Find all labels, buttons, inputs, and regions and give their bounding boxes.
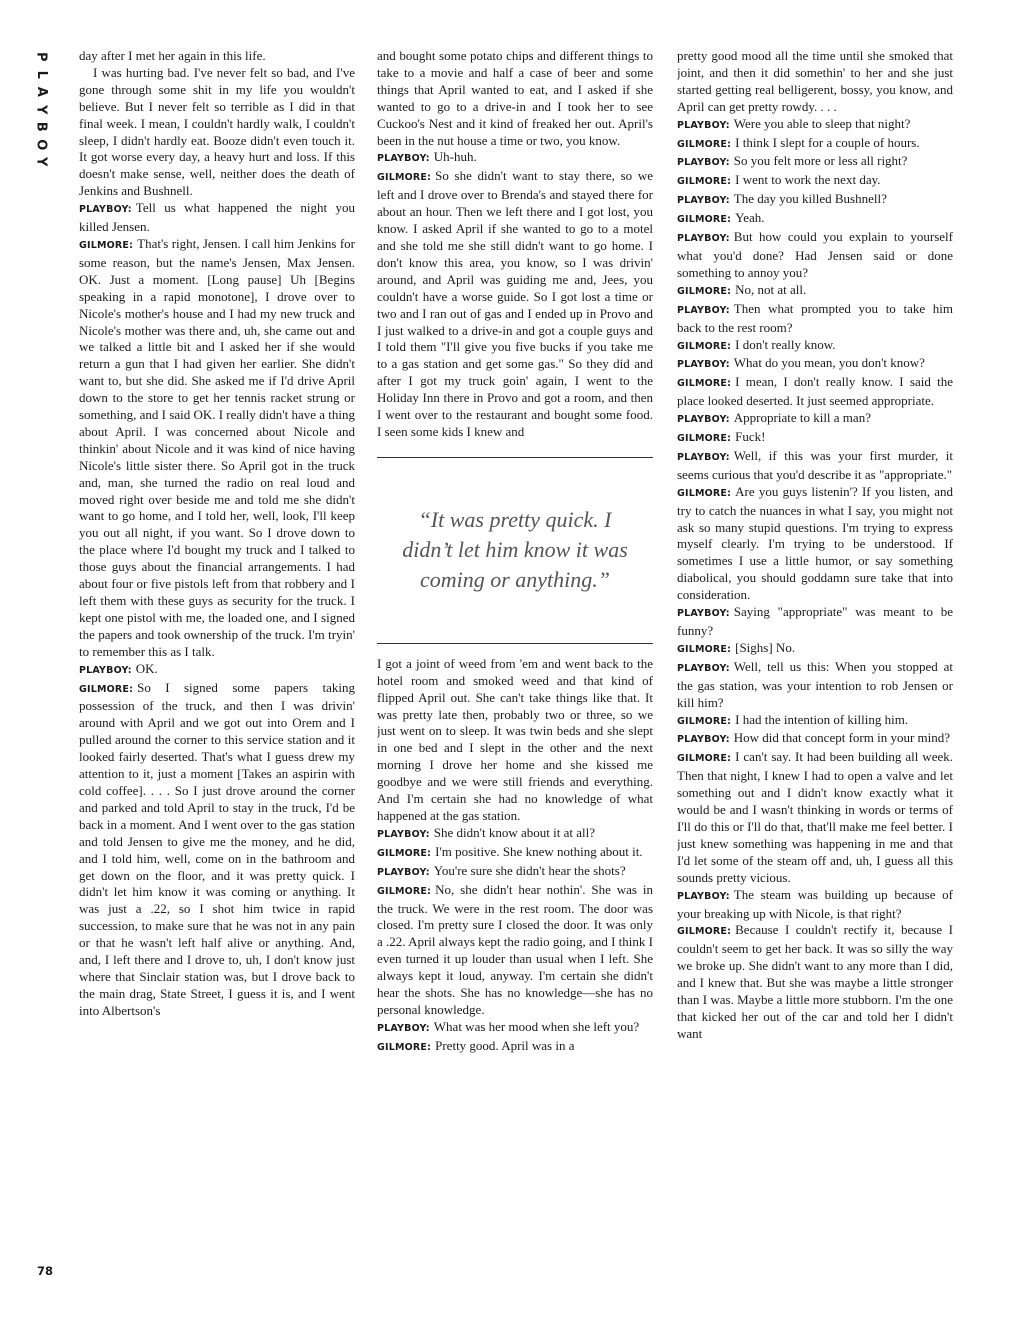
speaker-label: GILMORE: (677, 138, 732, 150)
interview-exchange (677, 337, 953, 356)
pull-quote: “It was pretty quick. I didn’t let him know it was coming or anything.” (402, 507, 628, 593)
interview-exchange (677, 484, 953, 604)
interview-exchange (79, 680, 355, 1020)
interview-exchange (677, 887, 953, 923)
speaker-label: GILMORE: (677, 643, 732, 655)
paragraph-text: pretty good mood all the time until she smoked that joint, and then it did somethin' to her and she just started getting real belligerent, bossy, you know, and April can get pretty rowdy. . . . (677, 48, 953, 114)
paragraph-text: Are you guys listenin'? If you listen, and try to catch the nuances in what I say, you might not ask so many stupid questions. I'm trying to express myself clearly. I'm trying to be understood. If sometimes I use a little humor, or say something diabolical, you should goddamn sure take that into consideration. (677, 483, 953, 603)
paragraph-text: Well, if this was your first murder, it seems curious that you'd describe it as "appropriate." (677, 447, 953, 482)
speaker-label: GILMORE: (677, 926, 732, 938)
paragraph-text: Were you able to sleep that night? (733, 115, 911, 131)
interview-exchange (677, 922, 953, 1042)
speaker-label: GILMORE: (79, 683, 134, 695)
interview-exchange (377, 1038, 653, 1057)
paragraph-text: She didn't know about it at all? (433, 824, 595, 840)
speaker-label: PLAYBOY: (677, 233, 730, 245)
paragraph (79, 65, 355, 200)
paragraph-text: The day you killed Bushnell? (733, 191, 887, 207)
paragraph-text: No, not at all. (735, 281, 807, 297)
paragraph-text: That's right, Jensen. I call him Jenkins for some reason, but the name's Jensen, Max Jensen. OK. Just a moment. [Long pause] Uh [Begins speaking in a rapid monotone], I drove over to Nicole's mother's house and I had my new truck and Nicole's mother was there and, uh, she came out and we talked a little bit and I asked her if she would return a gun that I had given her earlier. She didn't want to, but she did. She asked me if I'd drive April down to the store to get her tennis racket strung or something, and I said OK. I really didn't have a thing about April. I was concerned about Nicole and thinkin' about Nicole and it was kind of nice having Nicole's little sister there. So April got in the truck and, man, she turned the radio on real loud and moved right over beside me and told me she didn't want to go home, and I told her, well, look, I'll keep you out all night, if you want. So I drove down to the place where I'd bought my truck and I talked to those guys about the financial arrangements. I had about four or five pistols left from that robbery and I left them with these guys as security for the truck. I kept one pistol with me, the loaded one, and I signed the papers and took ownership of the truck. I'm tryin' to remember this as I talk. (79, 235, 355, 659)
speaker-label: GILMORE: (677, 285, 732, 297)
paragraph (79, 48, 355, 65)
paragraph-text: Then what prompted you to take him back to the rest room? (677, 300, 953, 335)
paragraph-text: I had the intention of killing him. (735, 711, 909, 727)
interview-exchange (79, 200, 355, 236)
paragraph-text: Saying "appropriate" was meant to be funny? (677, 604, 953, 638)
paragraph-text: Because I couldn't rectify it, because I couldn't seem to get her back. It was so silly the way we broke up. She didn't want to any more than I did, and I knew that. But she was maybe a little stronger than I was. Maybe a little more stubborn. I'm the one that kicked her out of the car and told her I didn't want (677, 922, 953, 1041)
speaker-label: PLAYBOY: (677, 414, 730, 426)
paragraph-text: I went to work the next day. (735, 172, 881, 188)
speaker-label: PLAYBOY: (677, 662, 730, 674)
masthead-letter: Y (33, 157, 49, 167)
paragraph-text: Tell us what happened the night you killed Jensen. (79, 200, 355, 235)
page-number: 78 (37, 1264, 54, 1278)
text-column-2 (377, 48, 653, 1288)
speaker-label: PLAYBOY: (677, 359, 730, 371)
interview-exchange (377, 863, 653, 882)
interview-exchange (677, 374, 953, 410)
column-2-top (377, 48, 653, 441)
paragraph (377, 48, 653, 149)
interview-exchange (377, 168, 653, 441)
paragraph-text: and bought some potato chips and different things to take to a movie and half a case of beer and some things that April wanted to eat, and I asked if she wanted to go to a drive-in and I took her to see Cuckoo's Nest and it kind of freaked her out. April's been in the nut house a time or two, you know. (377, 48, 653, 148)
paragraph-text: I think I slept for a couple of hours. (735, 134, 920, 150)
masthead-letter: B (33, 121, 49, 132)
speaker-label: GILMORE: (677, 433, 732, 445)
paragraph-text: Well, tell us this: When you stopped at the gas station, was your intention to rob Jensen or kill him? (677, 658, 953, 710)
speaker-label: PLAYBOY: (677, 195, 730, 207)
speaker-label: GILMORE: (677, 753, 732, 765)
text-column-3 (677, 48, 953, 1288)
interview-exchange (377, 844, 653, 863)
text-column-1 (79, 48, 355, 1288)
paragraph-text: You're sure she didn't hear the shots? (433, 862, 626, 878)
paragraph-text: What was her mood when she left you? (433, 1018, 640, 1034)
paragraph-text: The steam was building up because of your breaking up with Nicole, is that right? (677, 886, 953, 921)
pull-quote-box (377, 457, 653, 644)
masthead-letter: Y (33, 104, 49, 114)
speaker-label: PLAYBOY: (377, 866, 430, 878)
paragraph-text: [Sighs] No. (735, 639, 796, 655)
speaker-label: GILMORE: (677, 176, 732, 188)
interview-exchange (377, 882, 653, 1019)
speaker-label: PLAYBOY: (79, 664, 132, 676)
interview-exchange (677, 135, 953, 154)
paragraph-text: Fuck! (735, 429, 766, 445)
interview-exchange (677, 659, 953, 712)
paragraph-text: OK. (135, 660, 158, 676)
speaker-label: PLAYBOY: (377, 828, 430, 840)
interview-exchange (677, 429, 953, 448)
speaker-label: GILMORE: (79, 239, 134, 251)
interview-exchange (677, 749, 953, 886)
paragraph-text: day after I met her again in this life. (79, 48, 266, 63)
paragraph-text: So she didn't want to stay there, so we left and I drove over to Brenda's and stayed there for about an hour. Then we left there and I got lost, you know. I asked April if she wanted to go to a motel and she told me she still didn't want to go home. I don't know this area, you know, so I was drivin' around, and April was guiding me and, Jees, you couldn't have a worse guide. So I got lost a time or two and I ran out of gas and I ended up in Provo and I just walked to a drive-in and got a couple guys and I told them "I'll give you five bucks if you take me to a gas station and get some gas." So they did and after I got my truck goin' again, I went to the Holiday Inn there in Provo and got a room, and then I went over to the restaurant and bought some food. I seen some kids I knew and (377, 168, 653, 439)
interview-exchange (677, 730, 953, 749)
masthead-letter: A (33, 86, 49, 97)
speaker-label: PLAYBOY: (79, 204, 132, 216)
interview-exchange (677, 191, 953, 210)
speaker-label: GILMORE: (377, 1041, 432, 1053)
speaker-label: PLAYBOY: (677, 119, 730, 131)
interview-exchange (79, 661, 355, 680)
interview-exchange (377, 825, 653, 844)
paragraph-text: How did that concept form in your mind? (733, 730, 951, 746)
speaker-label: GILMORE: (377, 885, 432, 897)
speaker-label: GILMORE: (677, 340, 732, 352)
speaker-label: GILMORE: (677, 214, 732, 226)
masthead-letter: O (33, 138, 49, 150)
interview-exchange (677, 410, 953, 429)
paragraph (377, 656, 653, 825)
interview-exchange (377, 149, 653, 168)
interview-exchange (677, 282, 953, 301)
interview-exchange (79, 236, 355, 661)
interview-exchange (677, 712, 953, 731)
interview-exchange (677, 604, 953, 640)
paragraph-text: Appropriate to kill a man? (733, 410, 871, 426)
paragraph-text: I got a joint of weed from 'em and went back to the hotel room and smoked weed and that kind of flipped April out. She can't take things like that. It was pretty late then, probably two or three, so we just went on to sleep. It was twin beds and she slept in one bed and I slept in the other and the next morning I drove her home and she kissed me goodbye and we were still friends and everything. And I'm certain she had no knowledge of what happened at the gas station. (377, 655, 653, 823)
interview-exchange (677, 640, 953, 659)
paragraph-text: I mean, I don't really know. I said the place looked deserted. It just seemed appropriate. (677, 374, 953, 409)
speaker-label: GILMORE: (677, 715, 732, 727)
paragraph-text: I was hurting bad. I've never felt so bad, and I've gone through some shit in my life you wouldn't believe. But I never felt so terrible as I did in that final week. I mean, I couldn't hardly walk, I couldn't sleep, I didn't hardly eat. Booze didn't even touch it. It got worse every day, a heavy hurt and loss. If this doesn't make sense, well, neither does the death of Jenkins and Bushnell. (79, 64, 355, 199)
paragraph-text: I don't really know. (735, 336, 836, 352)
speaker-label: GILMORE: (377, 172, 432, 184)
masthead-letter: P (33, 51, 49, 62)
interview-exchange (677, 210, 953, 229)
speaker-label: PLAYBOY: (677, 734, 730, 746)
paragraph-text: Pretty good. April was in a (435, 1037, 575, 1053)
speaker-label: PLAYBOY: (677, 451, 730, 463)
paragraph-text: So I signed some papers taking possession of the truck, and then I was drivin' around with April and we got out into Orem and I pulled around the corner to this service station and it looked fairly deserted. That's what I guess drew my attention to it, just a moment [Takes an aspirin with cold coffee]. . . . So I just drove around the corner and parked and told April to stay in the truck, I'd be back in a moment. And I went over to the gas station and told Jensen to give me the money, and he did, and I told him, well, come on in the bathroom and get down on the floor, and it was pretty quick. I didn't let him know it was coming or anything. It was just a .22, so I shot him twice in rapid succession, to make sure that he was not in any pain or that he wasn't left half alive or anything. And, and, I left there and I drove to, uh, I don't know just where that Sinclair station was, but I drove back to the main drag, State Street, I guess it is, and I went into Albertson's (79, 679, 355, 1018)
interview-exchange (677, 153, 953, 172)
paragraph-text: I'm positive. She knew nothing about it. (435, 843, 643, 859)
paragraph-text: Uh-huh. (433, 149, 477, 165)
interview-exchange (677, 355, 953, 374)
interview-exchange (377, 1019, 653, 1038)
interview-exchange (677, 172, 953, 191)
paragraph (677, 48, 953, 116)
interview-exchange (677, 116, 953, 135)
speaker-label: PLAYBOY: (377, 153, 430, 165)
speaker-label: PLAYBOY: (677, 157, 730, 169)
paragraph-text: Yeah. (735, 210, 765, 226)
paragraph-text: What do you mean, you don't know? (733, 355, 925, 371)
column-2-bottom (377, 656, 653, 1057)
speaker-label: PLAYBOY: (677, 890, 730, 902)
speaker-label: PLAYBOY: (377, 1022, 430, 1034)
paragraph-text: So you felt more or less all right? (733, 153, 908, 169)
paragraph-text: I can't say. It had been building all week. Then that night, I knew I had to open a valve and let something out and I didn't know exactly what it would be and I wasn't thinking in words or terms of I'll do this or I'll do that, that'll make me feel better. I just knew something was happening in me and that I'd let some of the steam off and, uh, I guess all this sounds pretty vicious. (677, 749, 953, 885)
masthead-letter: L (33, 70, 49, 79)
speaker-label: GILMORE: (677, 378, 732, 390)
magazine-masthead (26, 48, 56, 171)
speaker-label: GILMORE: (377, 847, 432, 859)
speaker-label: PLAYBOY: (677, 608, 730, 620)
paragraph-text: No, she didn't hear nothin'. She was in the truck. We were in the rest room. The door was closed. I'm pretty sure I closed the door. It was only a .22. April always kept the radio going, and I think I even turned it up louder than usual when I left. She always kept it loud, anyway. I'm certain she didn't hear the shots. She has no knowledge—she has no personal knowledge. (377, 881, 653, 1017)
paragraph-text: But how could you explain to yourself what you'd done? Had Jensen said or done something to annoy you? (677, 229, 953, 280)
speaker-label: GILMORE: (677, 487, 732, 499)
interview-exchange (677, 448, 953, 484)
speaker-label: PLAYBOY: (677, 304, 730, 316)
interview-exchange (677, 229, 953, 282)
interview-exchange (677, 301, 953, 337)
